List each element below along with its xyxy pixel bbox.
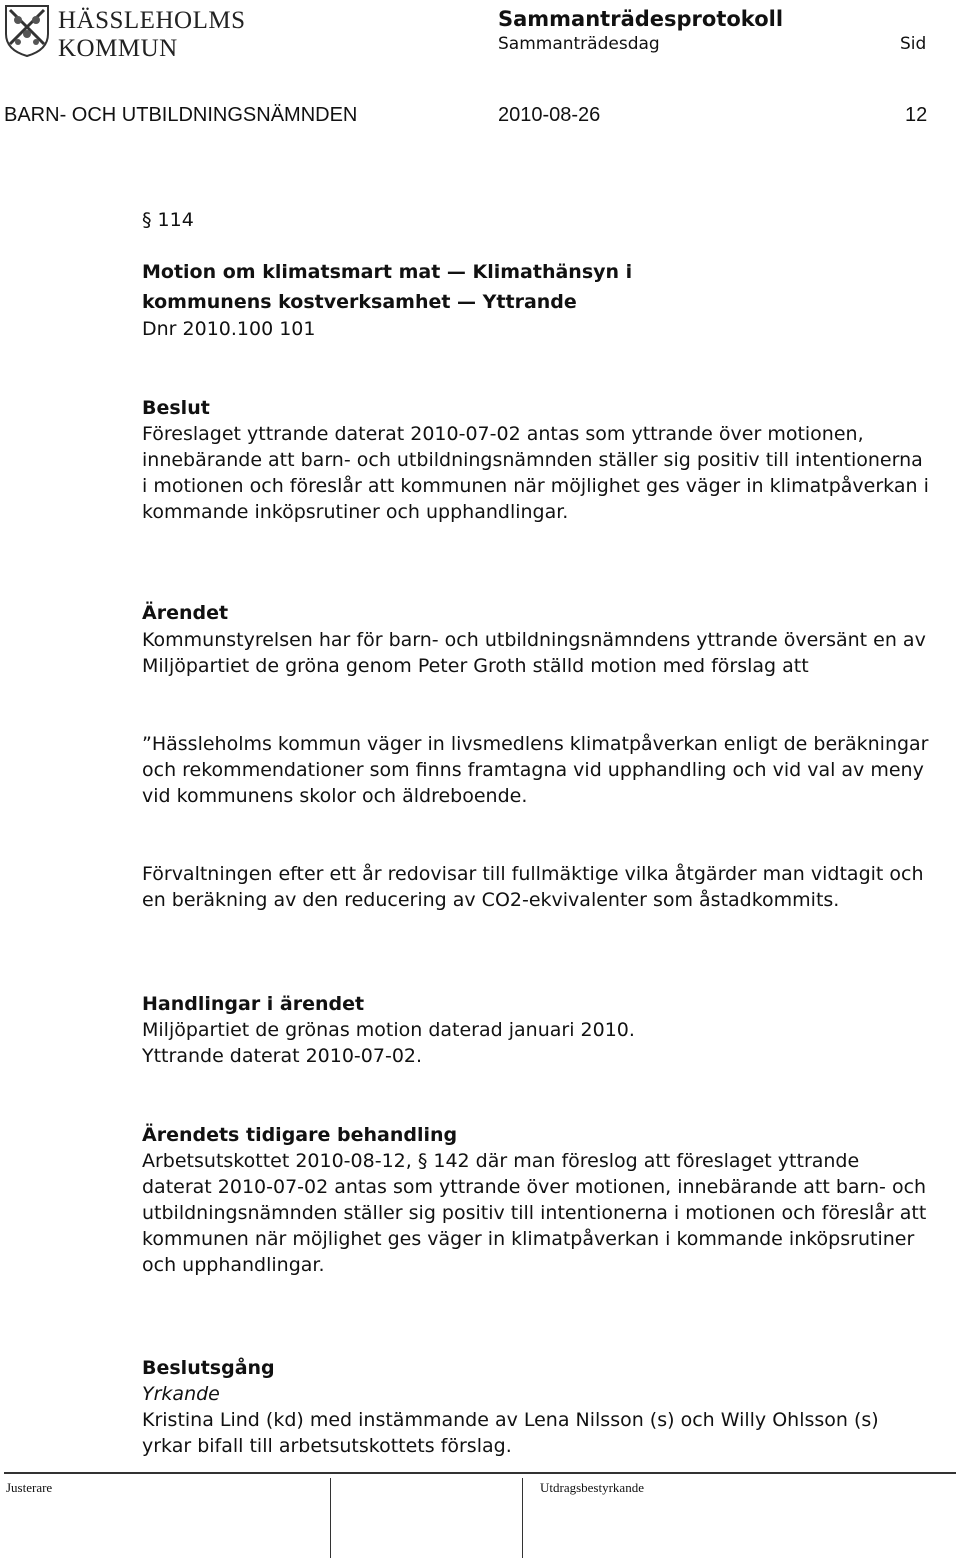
handlingar-line-2: Yttrande daterat 2010-07-02. [142, 1045, 423, 1067]
page-number: 12 [905, 104, 928, 126]
footer-divider [4, 1472, 956, 1474]
beslut-text: Föreslaget yttrande daterat 2010-07-02 antas som yttrande över motionen, innebärande att barn- och utbildningsnämnden ställer sig positiv till intentionerna i motionen och föreslår att kommunen när möjlighet ges väger in klimatpåverkan i kommande inköpsrutiner och upphandlingar. [142, 423, 929, 523]
yrkande-subheading: Yrkande [142, 1383, 220, 1405]
case-dnr: Dnr 2010.100 101 [142, 318, 316, 340]
arendet-quote: ”Hässleholms kommun väger in livsmedlens klimatpåverkan enligt de beräkningar och rekommendationer som finns framtagna vid upphandling och vid val av meny vid kommunens skolor och äldreboende. [142, 733, 929, 807]
arendet-paragraph-3: Förvaltningen efter ett år redovisar till fullmäktige vilka åtgärder man vidtagit och en beräkning av den reducering av CO2-ekvivalenter som åstadkommits. [142, 863, 924, 911]
tidigare-text: Arbetsutskottet 2010-08-12, § 142 där man föreslog att föreslaget yttrande daterat 2010-07-02 antas som yttrande över motionen, innebärande att barn- och utbildningsnämnden ställer sig positiv till intentionerna i motionen och föreslår att kommunen när möjlighet ges väger in klimatpåverkan i kommande inköpsrutiner och upphandlingar. [142, 1150, 927, 1276]
page-label: Sid [900, 34, 927, 54]
meeting-date: 2010-08-26 [498, 104, 601, 126]
handlingar-heading: Handlingar i ärendet [142, 993, 365, 1015]
arendet-paragraph-1: Kommunstyrelsen har för barn- och utbildningsnämndens yttrande översänt en av Miljöpartiet de gröna genom Peter Groth ställd motion med förslag att [142, 629, 926, 677]
footer-justerare: Justerare [6, 1480, 53, 1495]
arendet-heading: Ärendet [142, 602, 229, 624]
committee-name: BARN- OCH UTBILDNINGSNÄMNDEN [4, 104, 358, 126]
municipality-logo [4, 4, 246, 62]
footer-utdragsbestyrkande: Utdragsbestyrkande [540, 1480, 644, 1495]
logo-text-line2: KOMMUN [58, 35, 178, 62]
handlingar-line-1: Miljöpartiet de grönas motion daterad januari 2010. [142, 1019, 635, 1041]
beslutsgang-heading: Beslutsgång [142, 1357, 275, 1379]
case-title-line1: Motion om klimatsmart mat — Klimathänsyn i [142, 261, 633, 283]
case-title-line2: kommunens kostverksamhet — Yttrande [142, 291, 577, 313]
beslut-heading: Beslut [142, 397, 210, 419]
paragraph-number: § 114 [142, 209, 194, 231]
protocol-title: Sammanträdesprotokoll [498, 7, 784, 31]
footer-separator-1 [330, 1478, 332, 1558]
coat-of-arms-icon [4, 4, 50, 58]
logo-text-line1: HÄSSLEHOLMS [58, 7, 246, 34]
tidigare-heading: Ärendets tidigare behandling [142, 1124, 458, 1146]
meeting-date-label: Sammanträdesdag [498, 34, 660, 54]
footer-separator-2 [522, 1478, 524, 1558]
yrkande-text: Kristina Lind (kd) med instämmande av Lena Nilsson (s) och Willy Ohlsson (s) yrkar bifall till arbetsutskottets förslag. [142, 1409, 879, 1457]
